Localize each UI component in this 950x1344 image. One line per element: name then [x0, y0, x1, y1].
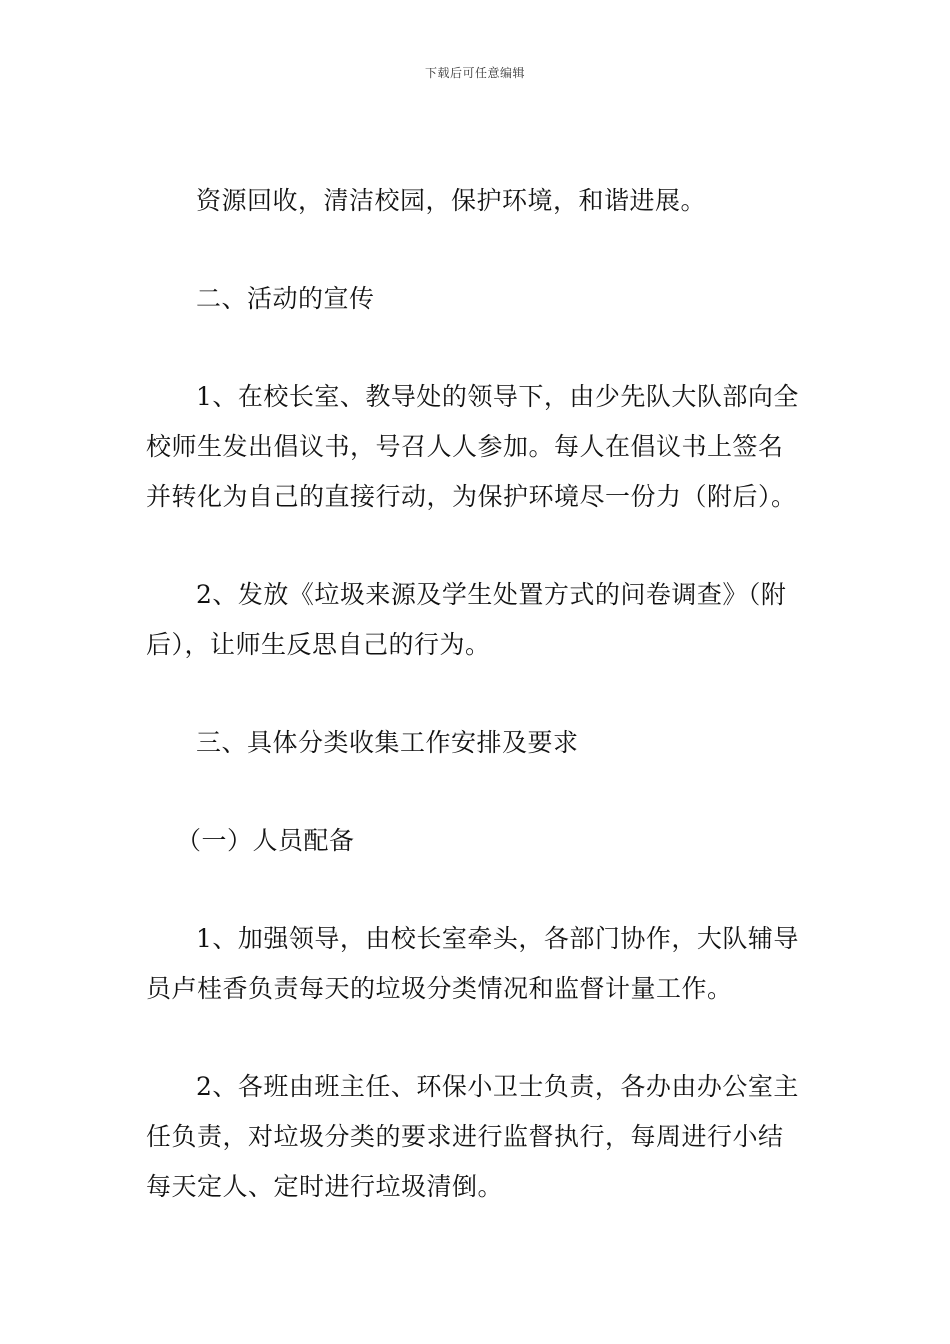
paragraph-publicity-item-2: 2、发放《垃圾来源及学生处置方式的问卷调查》（附后），让师生反思自己的行为。 [146, 580, 787, 659]
section-heading-arrangements: 三、具体分类收集工作安排及要求 [196, 728, 579, 757]
document-body [146, 176, 806, 1212]
subsection-heading-staffing: （一）人员配备 [176, 826, 355, 855]
paragraph-closing-line: 资源回收，清洁校园，保护环境，和谐进展。 [196, 186, 707, 215]
paragraph-staffing-item-1: 1、加强领导，由校长室牵头，各部门协作，大队辅导员卢桂香负责每天的垃圾分类情况和监督计量工作。 [146, 924, 799, 1003]
paragraph-staffing-item-2: 2、各班由班主任、环保小卫士负责，各办由办公室主任负责，对垃圾分类的要求进行监督执行，每周进行小结每天定人、定时进行垃圾清倒。 [146, 1072, 799, 1201]
page-header: 下载后可任意编辑 [424, 66, 525, 80]
section-heading-publicity: 二、活动的宣传 [196, 284, 375, 313]
paragraph-publicity-item-1: 1、在校长室、教导处的领导下，由少先队大队部向全校师生发出倡议书，号召人人参加。每人在倡议书上签名并转化为自己的直接行动，为保护环境尽一份力（附后）。 [146, 382, 799, 511]
